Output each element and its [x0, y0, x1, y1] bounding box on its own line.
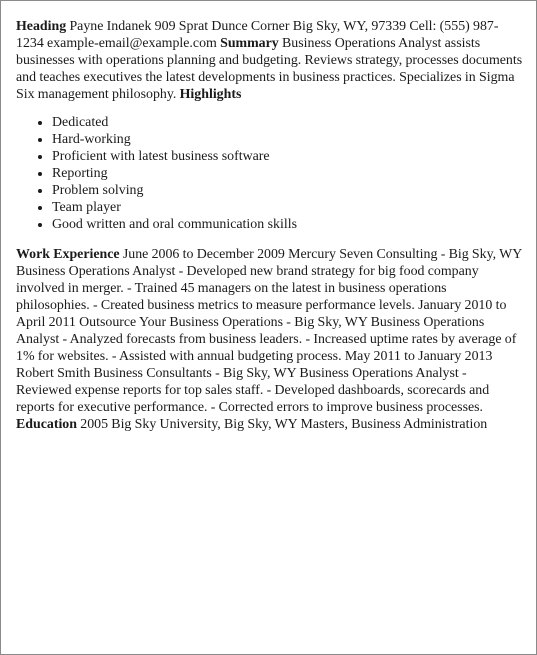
highlights-list [16, 114, 523, 233]
list-item: • Good written and oral communication skills [52, 216, 523, 233]
summary-text: Business Operations Analyst assists businesses with operations planning and budgeting. Reviews strategy, processes documents and teaches executives the latest developments in business practices. Specializes in Sigma Six management philosophy. [16, 36, 523, 102]
list-item: • Dedicated [52, 114, 523, 131]
resume-content [16, 18, 523, 433]
highlights-label: Highlights [179, 87, 242, 102]
work-experience-text: June 2006 to December 2009 Mercury Seven Consulting - Big Sky, WY Business Operations Analyst - Developed new brand strategy for big food company involved in merger. - Trained 45 managers on the latest in business operations philosophies. - Created business metrics to measure performance levels. January 2010 to April 2011 Outsource Your Business Operations - Big Sky, WY Business Operations Analyst - Analyzed forecasts from business leaders. - Increased uptime rates by average of 1% for websites. - Assisted with annual budgeting process. May 2011 to January 2013 Robert Smith Business Consultants - Big Sky, WY Business Operations Analyst - Reviewed expense reports for top sales staff. - Developed dashboards, scorecards and reports for executive performance. - Corrected errors to improve business processes. [16, 247, 522, 415]
list-item: • Problem solving [52, 182, 523, 199]
summary-label: Summary [220, 36, 279, 51]
heading-label: Heading [16, 19, 67, 34]
list-item: • Team player [52, 199, 523, 216]
education-label: Education [16, 417, 77, 432]
intro-paragraph [16, 18, 523, 103]
list-item: • Hard-working [52, 131, 523, 148]
experience-paragraph [16, 246, 523, 433]
list-item: • Reporting [52, 165, 523, 182]
education-text: 2005 Big Sky University, Big Sky, WY Masters, Business Administration [76, 417, 488, 432]
heading-text: Payne Indanek 909 Sprat Dunce Corner Big Sky, WY, 97339 Cell: (555) 987-1234 example-email@example.com [16, 19, 499, 51]
list-item: • Proficient with latest business software [52, 148, 523, 165]
work-experience-label: Work Experience [16, 247, 120, 262]
